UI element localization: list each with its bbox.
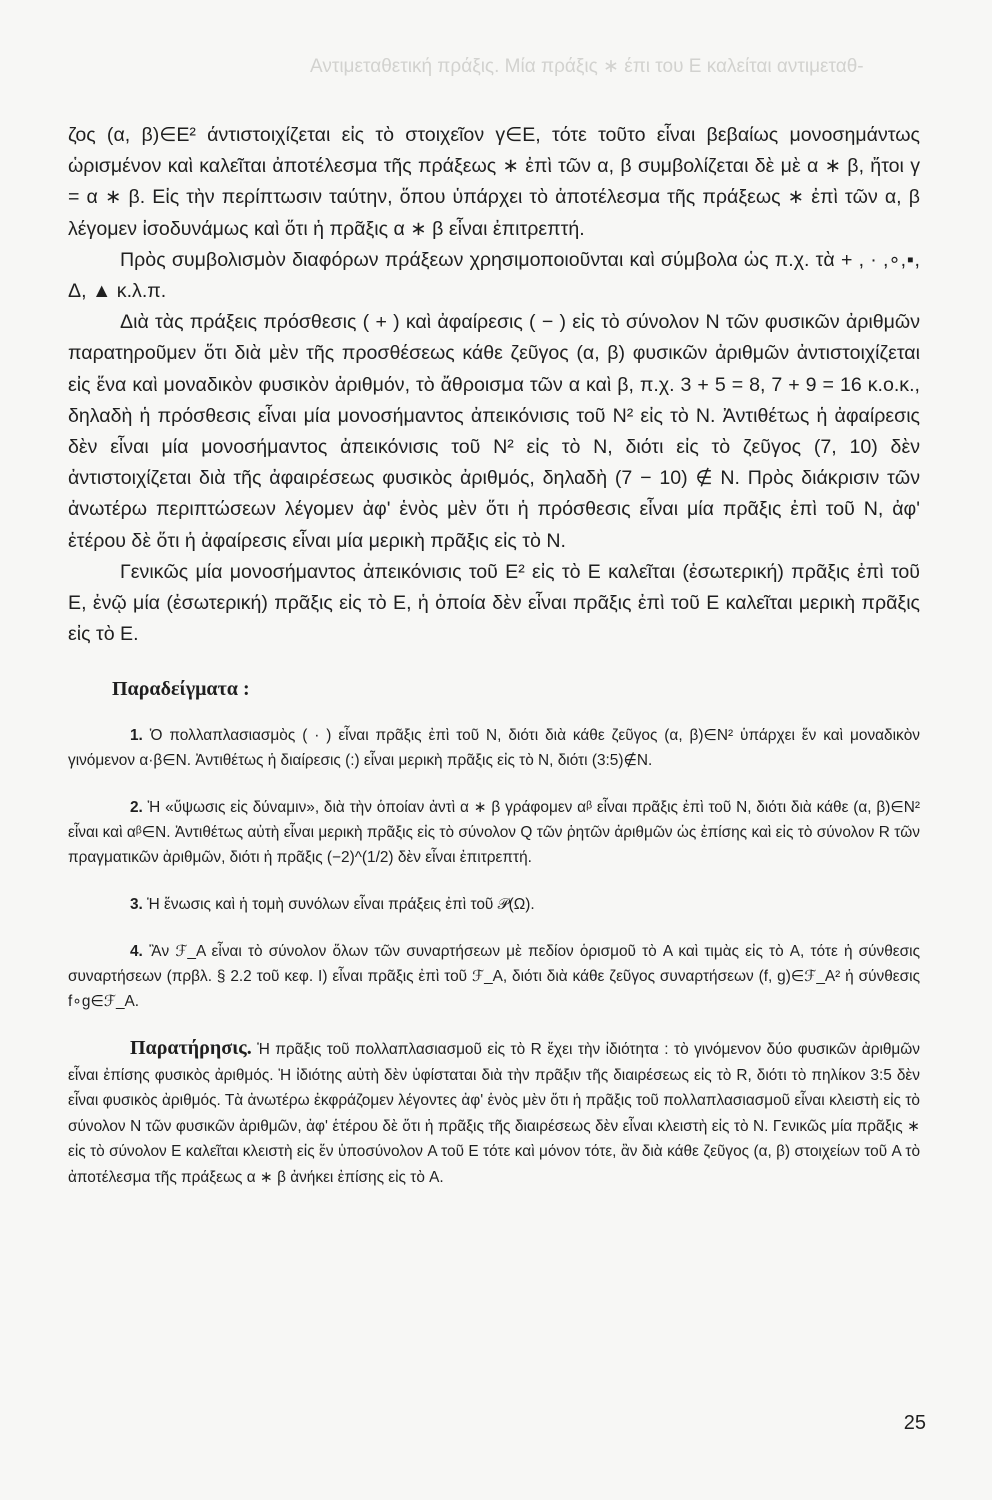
example-4 [68, 939, 920, 1014]
page-content [68, 120, 920, 1190]
paragraph-4: Γενικῶς μία μονοσήμαντος ἀπεικόνισις τοῦ E² εἰς τὸ E καλεῖται (ἐσωτερική) πρᾶξις ἐπὶ τοῦ E, ἐνῷ μία (ἐσωτερική) πρᾶξις εἰς τὸ E, ἡ ὁποία δὲν εἶναι πρᾶξις ἐπὶ τοῦ E καλεῖται μερικὴ πρᾶξις εἰς τὸ E. [68, 560, 920, 646]
paragraph-3: Διὰ τὰς πράξεις πρόσθεσις ( + ) καὶ ἀφαίρεσις ( − ) εἰς τὸ σύνολον N τῶν φυσικῶν ἀριθμῶν παρατηροῦμεν ὅτι διὰ μὲν τῆς προσθέσεως κάθε ζεῦγος (α, β) φυσικῶν ἀριθμῶν ἀντιστοιχίζεται εἰς ἕνα καὶ μοναδικὸν φυσικὸν ἀριθμόν, τὸ ἄθροισμα τῶν α καὶ β, π.χ. 3 + 5 = 8, 7 + 9 = 16 κ.ο.κ., δηλαδὴ ἡ πρόσθεσις εἶναι μία μονοσήμαντος ἀπεικόνισις τοῦ N² εἰς τὸ N. Ἀντιθέτως ἡ ἀφαίρεσις δὲν εἶναι μία μονοσήμαντος ἀπεικόνισις τοῦ N² εἰς τὸ N, διότι εἰς τὸ ζεῦγος (7, 10) δὲν ἀντιστοιχίζεται διὰ τῆς ἀφαιρέσεως φυσικὸς ἀριθμός, δηλαδὴ (7 − 10) ∉ N. Πρὸς διάκρισιν τῶν ἀνωτέρω περιπτώσεων λέγομεν ἀφ' ἑνὸς μὲν ὅτι ἡ πρόσθεσις εἶναι μία πρᾶξις ἐπὶ τοῦ N, ἀφ' ἑτέρου δὲ ὅτι ἡ ἀφαίρεσις εἶναι μία μερικὴ πρᾶξις εἰς τὸ N. [68, 311, 920, 552]
remark-text: Ἡ πρᾶξις τοῦ πολλαπλασιασμοῦ εἰς τὸ R ἔχει τὴν ἰδιότητα : τὸ γινόμενον δύο φυσικῶν ἀριθμῶν εἶναι ἐπίσης φυσικὸς ἀριθμός. Ἡ ἰδιότης αὐτὴ δὲν ὑφίσταται διὰ τὴν πρᾶξιν τῆς διαιρέσεως εἰς τὸ R, διότι τὸ πηλίκον 3:5 δὲν εἶναι φυσικὸς ἀριθμός. Τὰ ἀνωτέρω ἐκφράζομεν λέγοντες ἀφ' ἑνὸς μὲν ὅτι ἡ πρᾶξις τοῦ πολλαπλασιασμοῦ εἶναι κλειστὴ εἰς τὸ σύνολον N τῶν φυσικῶν ἀριθμῶν, ἀφ' ἑτέρου δὲ ὅτι ἡ πρᾶξις τῆς διαιρέσεως δὲν εἶναι κλειστὴ εἰς τὸ N. Γενικῶς μία πρᾶξις ∗ εἰς τὸ σύνολον E καλεῖται κλειστὴ εἰς ἕν ὑποσύνολον A τοῦ E τότε καὶ μόνον τότε, ἂν διὰ κάθε ζεῦγος (α, β) στοιχείων τοῦ A τὸ ἀποτέλεσμα τῆς πράξεως α ∗ β ἀνήκει ἐπίσης εἰς τὸ A. [68, 1041, 921, 1186]
example-text: Ἡ «ὕψωσις εἰς δύναμιν», διὰ τὴν ὁποίαν ἀντὶ α ∗ β γράφομεν αᵝ εἶναι πρᾶξις ἐπὶ τοῦ N, διότι διὰ κάθε (α, β)∈N² εἶναι καὶ αᵝ∈N. Ἀντιθέτως αὐτὴ εἶναι μερικὴ πρᾶξις εἰς τὸ σύνολον Q τῶν ῥητῶν ἀριθμῶν ὡς ἐπίσης καὶ εἰς τὸ σύνολον R τῶν πραγματικῶν ἀριθμῶν, διότι ἡ πρᾶξις (−2)^(1/2) δὲν εἶναι ἐπιτρεπτή. [68, 799, 920, 867]
page-number: 25 [903, 1412, 926, 1434]
paragraph-2: Πρὸς συμβολισμὸν διαφόρων πράξεων χρησιμοποιοῦνται καὶ σύμβολα ὡς π.χ. τὰ + , · ,∘,▪, Δ, ▲ κ.λ.π. [68, 248, 920, 303]
example-text: Ὁ πολλαπλασιασμὸς ( · ) εἶναι πρᾶξις ἐπὶ τοῦ N, διότι διὰ κάθε ζεῦγος (α, β)∈N² ὑπάρχει ἕν καὶ μοναδικὸν γινόμενον α·β∈N. Ἀντιθέτως ἡ διαίρεσις (:) εἶναι μερικὴ πρᾶξις εἰς τὸ N, διότι (3:5)∉N. [68, 727, 920, 770]
example-number: 4. [130, 943, 143, 961]
example-1 [68, 723, 920, 773]
example-number: 3. [130, 896, 143, 914]
paragraph-1: ζος (α, β)∈E² άντιστοιχίζεται εἰς τὸ στοιχεῖον γ∈E, τότε τοῦτο εἶναι βεβαίως μονοσημάντως ὡρισμένον καὶ καλεῖται ἀποτέλεσμα τῆς πράξεως ∗ ἐπὶ τῶν α, β συμβολίζεται δὲ μὲ α ∗ β, ἤτοι γ = α ∗ β. Εἰς τὴν περίπτωσιν ταύτην, ὅπου ὑπάρχει τὸ ἀποτέλεσμα τῆς πράξεως ∗ ἐπὶ τῶν α, β λέγομεν ἰσοδυνάμως καὶ ὅτι ἡ πρᾶξις α ∗ β εἶναι ἐπιτρεπτή. [68, 124, 920, 240]
example-3 [68, 892, 920, 917]
example-number: 1. [130, 727, 143, 745]
examples-heading: Παραδείγματα : [112, 678, 250, 701]
remark-heading: Παρατήρησις. [130, 1037, 252, 1060]
example-text: Ἡ ἕνωσις καὶ ἡ τομὴ συνόλων εἶναι πράξεις ἐπὶ τοῦ 𝒫(Ω). [147, 896, 535, 914]
example-2 [68, 795, 920, 870]
bleed-through-text: Αντιμεταθετική πράξις. Μία πράξις ∗ έπι του Ε καλείται αντιμεταθ- [310, 56, 864, 77]
example-number: 2. [130, 799, 143, 817]
example-text: Ἂν ℱ_A εἶναι τὸ σύνολον ὅλων τῶν συναρτήσεων μὲ πεδίον ὁρισμοῦ τὸ A καὶ τιμὰς εἰς τὸ A, τότε ἡ σύνθεσις συναρτήσεων (πρβλ. § 2.2 τοῦ κεφ. I) εἶναι πρᾶξις ἐπὶ τοῦ ℱ_A, διότι διὰ κάθε ζεῦγος συναρτήσεων (f, g)∈ℱ_A² ἡ σύνθεσις f∘g∈ℱ_A. [68, 943, 920, 1011]
main-text [68, 120, 920, 650]
remark [68, 1036, 920, 1190]
